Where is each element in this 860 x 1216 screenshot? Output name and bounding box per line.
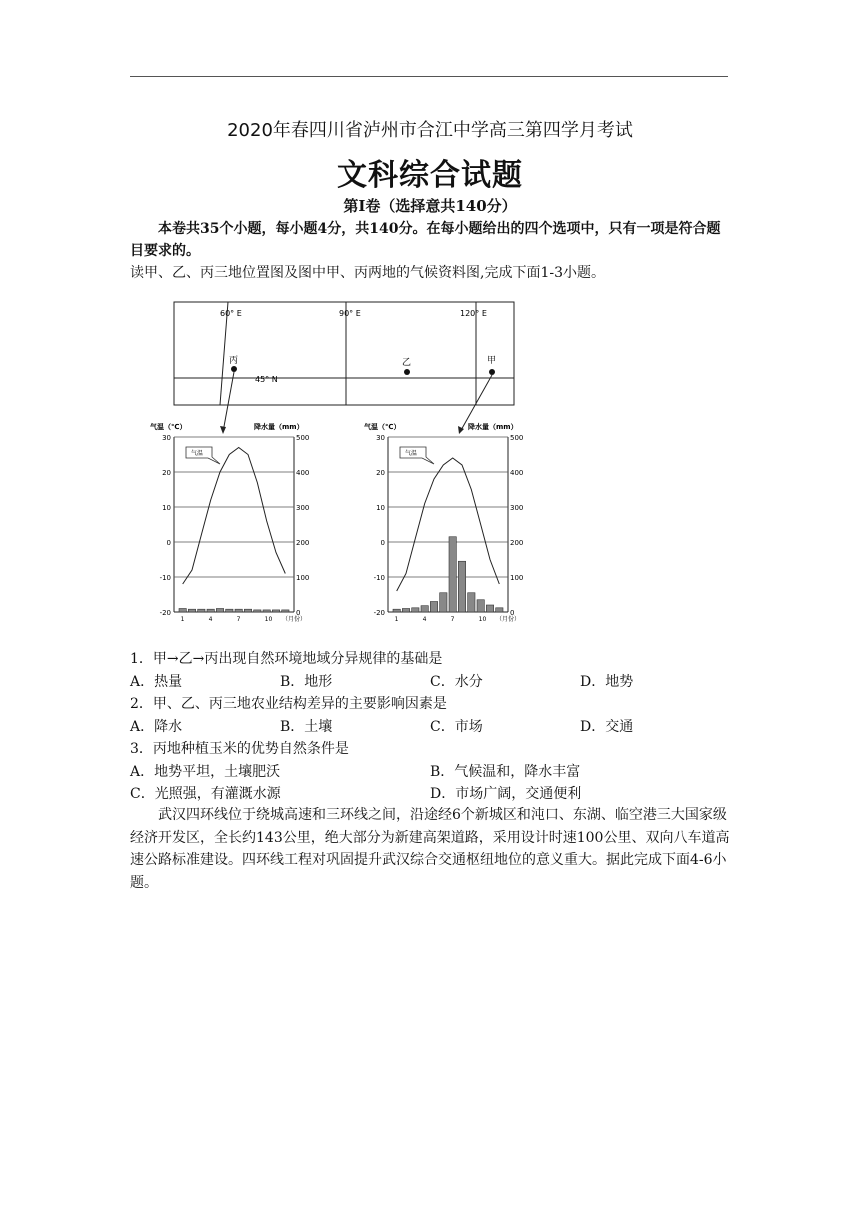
precip-tick-label: 300 xyxy=(510,504,524,512)
month-tick-label: 10 xyxy=(264,616,273,623)
precip-bar xyxy=(496,608,503,612)
month-tick-label: （月份） xyxy=(282,616,307,623)
question-2: 2．甲、乙、丙三地农业结构差异的主要影响因素是 xyxy=(130,696,447,712)
precip-tick-label: 200 xyxy=(296,539,310,547)
q2-option-b[interactable]: B．土壤 xyxy=(280,719,333,735)
precip-bar xyxy=(272,610,279,612)
month-tick-label: 10 xyxy=(478,616,487,623)
q2-option-a[interactable]: A．降水 xyxy=(130,719,183,735)
map-and-climate-figure xyxy=(150,292,540,632)
month-tick-label: 1 xyxy=(394,616,399,623)
place-yi-dot xyxy=(404,369,410,375)
subject-title: 文科综合试题 xyxy=(337,158,523,193)
precip-bar xyxy=(282,610,289,612)
meridian-120e-label: 120° E xyxy=(460,309,487,318)
precip-bar xyxy=(486,605,493,612)
precip-bar xyxy=(188,609,195,612)
q3-option-d[interactable]: D．市场广阔，交通便利 xyxy=(430,786,582,802)
section-title: 第Ⅰ卷（选择意共140分） xyxy=(343,197,517,215)
q1-option-a[interactable]: A．热量 xyxy=(130,674,183,690)
temperature-callout-label: 气温 xyxy=(405,450,418,457)
place-yi-label: 乙 xyxy=(402,358,412,368)
left-axis-label: 气温（℃） xyxy=(364,423,401,431)
precip-bar xyxy=(244,609,251,612)
precip-bar xyxy=(449,537,456,612)
temperature-callout-label: 气温 xyxy=(191,450,204,457)
month-tick-label: 4 xyxy=(422,616,427,623)
right-axis-label: 降水量（mm） xyxy=(254,423,304,431)
precip-bar xyxy=(458,561,465,612)
temp-tick-label: 10 xyxy=(376,504,385,512)
q1-option-b[interactable]: B．地形 xyxy=(280,674,333,690)
pointer-bing xyxy=(223,372,234,432)
pointer-bing-head xyxy=(220,426,226,434)
month-tick-label: 7 xyxy=(450,616,455,623)
q1-option-c[interactable]: C．水分 xyxy=(430,674,483,690)
climate-chart-bing xyxy=(150,422,309,623)
temp-tick-label: 30 xyxy=(162,434,171,442)
place-jia-label: 甲 xyxy=(487,356,497,366)
passage1-lead: 读甲、乙、丙三地位置图及图中甲、丙两地的气候资料图,完成下面1-3小题。 xyxy=(130,265,605,281)
temp-tick-label: 30 xyxy=(376,434,385,442)
precip-bar xyxy=(477,600,484,612)
precip-bar xyxy=(226,609,233,612)
question-3: 3．丙地种植玉米的优势自然条件是 xyxy=(130,741,349,757)
temp-tick-label: 10 xyxy=(162,504,171,512)
precip-bar xyxy=(179,609,186,613)
q2-option-c[interactable]: C．市场 xyxy=(430,719,483,735)
q3-option-a[interactable]: A．地势平坦，土壤肥沃 xyxy=(130,764,281,780)
left-axis-label: 气温（℃） xyxy=(150,423,187,431)
precip-bar xyxy=(254,610,261,612)
precip-bar xyxy=(468,593,475,612)
temp-tick-label: 20 xyxy=(376,469,385,477)
header-rule xyxy=(130,76,728,77)
precip-bar xyxy=(402,609,409,613)
precip-bar xyxy=(393,609,400,612)
precip-bar xyxy=(263,610,270,612)
place-bing-dot xyxy=(231,366,237,372)
precip-tick-label: 0 xyxy=(296,609,301,617)
precip-tick-label: 100 xyxy=(510,574,524,582)
place-jia-dot xyxy=(489,369,495,375)
precip-bar xyxy=(207,609,214,612)
month-tick-label: （月份） xyxy=(496,616,521,623)
precip-tick-label: 400 xyxy=(510,469,524,477)
precip-bar xyxy=(216,609,223,613)
precip-bar xyxy=(430,602,437,613)
precip-tick-label: 0 xyxy=(510,609,515,617)
meridian-90e-label: 90° E xyxy=(339,309,361,318)
temp-tick-label: -10 xyxy=(373,574,385,582)
precip-tick-label: 500 xyxy=(296,434,310,442)
precip-bar xyxy=(198,609,205,612)
month-tick-label: 1 xyxy=(180,616,185,623)
temp-tick-label: 0 xyxy=(380,539,385,547)
place-bing-label: 丙 xyxy=(229,356,239,366)
month-tick-label: 4 xyxy=(208,616,213,623)
q1-option-d[interactable]: D．地势 xyxy=(580,674,634,690)
temp-tick-label: -20 xyxy=(159,609,171,617)
precip-tick-label: 200 xyxy=(510,539,524,547)
q3-option-c[interactable]: C．光照强，有灌溉水源 xyxy=(130,786,281,802)
precip-tick-label: 500 xyxy=(510,434,524,442)
q3-option-b[interactable]: B．气候温和，降水丰富 xyxy=(430,764,581,780)
temp-tick-label: 0 xyxy=(166,539,171,547)
precip-bar xyxy=(440,593,447,612)
precip-bar xyxy=(235,609,242,612)
right-axis-label: 降水量（mm） xyxy=(468,423,518,431)
precip-tick-label: 400 xyxy=(296,469,310,477)
question-1: 1．甲→乙→丙出现自然环境地域分异规律的基础是 xyxy=(130,651,443,667)
passage2: 武汉四环线位于绕城高速和三环线之间，沿途经6个新城区和沌口、东湖、临空港三大国家级经济开发区，全长约143公里，绝大部分为新建高架道路，采用设计时速100公里、双向八车道高速公路标准建设。四环线工程对巩固提升武汉综合交通枢纽地位的意义重大。据此完成下面4-6小题。 xyxy=(130,807,730,891)
precip-bar xyxy=(412,608,419,612)
exam-title: 2020年春四川省泸州市合江中学高三第四学月考试 xyxy=(227,120,633,141)
temperature-line xyxy=(397,458,500,591)
precip-bar xyxy=(421,606,428,612)
precip-tick-label: 100 xyxy=(296,574,310,582)
climate-chart-jia xyxy=(364,422,523,623)
meridian-60e-label: 60° E xyxy=(220,309,242,318)
q2-option-d[interactable]: D．交通 xyxy=(580,719,634,735)
temp-tick-label: 20 xyxy=(162,469,171,477)
temp-tick-label: -20 xyxy=(373,609,385,617)
temp-tick-label: -10 xyxy=(159,574,171,582)
precip-tick-label: 300 xyxy=(296,504,310,512)
section-instructions: 本卷共35个小题，每小题4分，共140分。在每小题给出的四个选项中，只有一项是符合题目要求的。 xyxy=(130,221,721,259)
parallel-45n-label: 45° N xyxy=(255,375,278,384)
temperature-line xyxy=(183,448,286,585)
month-tick-label: 7 xyxy=(236,616,241,623)
